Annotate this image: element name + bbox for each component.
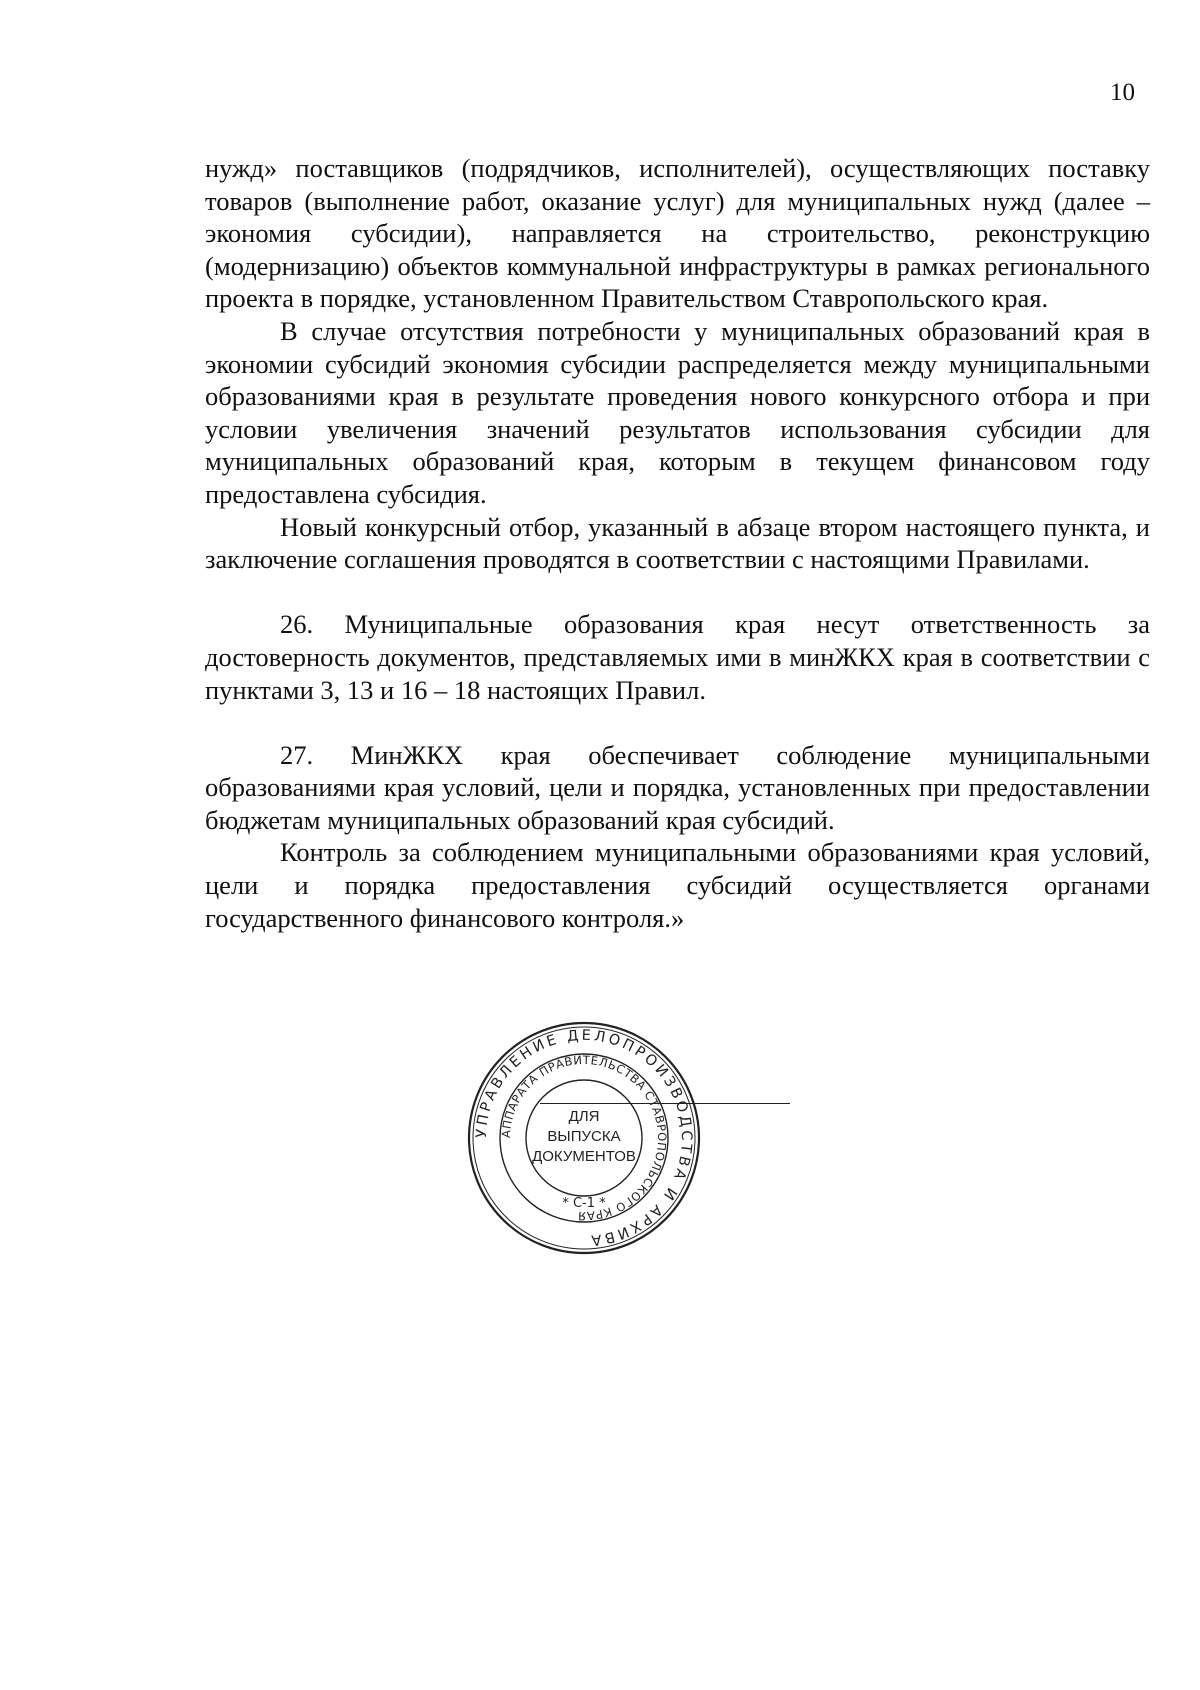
paragraph-control: Контроль за соблюдением муниципальными образованиями края условий, цели и порядка предоставления субсидий осуществляется органами государственного финансового контроля.» — [205, 837, 1150, 933]
stamp-center-line-3: ДОКУМЕНТОВ — [532, 1148, 636, 1165]
stamp-inner-ring-text: АППАРАТА ПРАВИТЕЛЬСТВА СТАВРОПОЛЬСКОГО КРАЯ — [498, 1052, 670, 1224]
stamp-outer-ring-text: УПРАВЛЕНИЕ ДЕЛОПРОИЗВОДСТВА И АРХИВА — [473, 1027, 695, 1249]
stamp-center-line-2: ВЫПУСКА — [547, 1128, 621, 1145]
stamp-seal-graphic — [466, 1020, 702, 1256]
stamp-code: * С-1 * — [562, 1196, 606, 1211]
document-body — [205, 152, 1150, 934]
paragraph-absence-of-need: В случае отсутствия потребности у муниципальных образований края в экономии субсидий экономия субсидии распределяется между муниципальными образованиями края в результате проведения нового конкурсного отбора и при условии увеличения значений результатов использования субсидии для муниципальных образований края, которым в текущем финансовом году предоставлена субсидия. — [205, 315, 1150, 509]
paragraph-new-selection: Новый конкурсный отбор, указанный в абзаце втором настоящего пункта, и заключение соглашения проводятся в соответствии с настоящими Правилами. — [205, 511, 1150, 575]
paragraph-item-27: 27. МинЖКХ края обеспечивает соблюдение муниципальными образованиями края условий, цели и порядка, установленных при предоставлении бюджетам муниципальных образований края субсидий. — [205, 739, 1150, 835]
stamp-center-line-1: ДЛЯ — [568, 1108, 600, 1125]
paragraph-item-26: 26. Муниципальные образования края несут ответственность за достоверность документов, представляемых ими в минЖКХ края в соответствии с пунктами 3, 13 и 16 – 18 настоящих Правил. — [205, 609, 1150, 705]
page-number: 10 — [1110, 79, 1135, 106]
paragraph-continuation: нужд» поставщиков (подрядчиков, исполнителей), осуществляющих поставку товаров (выполнение работ, оказание услуг) для муниципальных нужд (далее – экономия субсидии), направляется на строительство, реконструкцию (модернизацию) объектов коммунальной инфраструктуры в рамках регионального проекта в порядке, установленном Правительством Ставропольского края. — [205, 153, 1150, 314]
official-stamp — [466, 1020, 702, 1256]
signature-line — [540, 1103, 790, 1104]
